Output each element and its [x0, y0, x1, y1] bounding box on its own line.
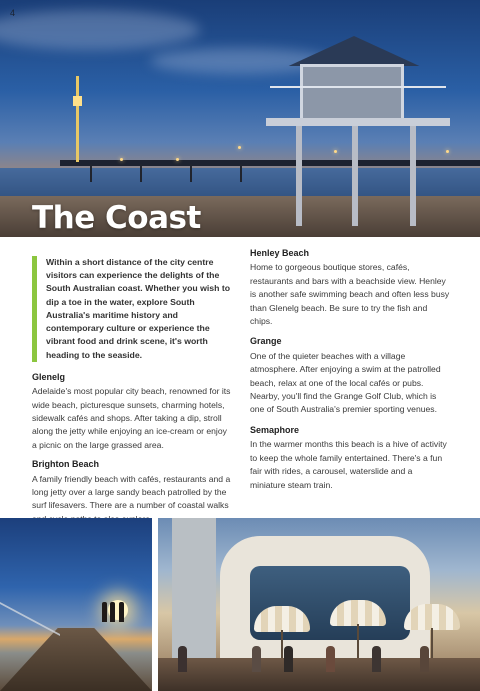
- intro-paragraph: Within a short distance of the city centre visitors can experience the delights of the South Australian coast. Whether you wish to dip a toe in the water, explore South Australia's maritime history and contemporary culture or experience the vibrant food and drink scene, it's worth heading to the seaside.: [32, 256, 232, 362]
- section-heading: Semaphore: [250, 424, 300, 435]
- section-brighton: [32, 458, 232, 526]
- section-body: Adelaide's most popular city beach, renowned for its wide beach, picturesque sunsets, charming hotels, sidewalk cafés and shops. After taking a dip, stroll along the jetty while enjoying an ice-cream or enjoy a picnic on the large grassed area.: [32, 386, 231, 450]
- right-column: [250, 247, 450, 499]
- section-heading: Grange: [250, 336, 282, 347]
- page-title: The Coast: [32, 200, 201, 236]
- section-body: A family friendly beach with cafés, restaurants and a long jetty over a large sandy beach patrolled by the surf lifesavers. There are a number of coastal walks: [32, 473, 231, 511]
- section-heading: Henley Beach: [250, 248, 310, 258]
- section-heading: Glenelg: [32, 371, 66, 382]
- section-body: Home to gorgeous boutique stores, cafés, restaurants and bars with a beachside view. Henley is another safe swimming beach and often less busy than Glenelg beach. Be sure to try the fish and chips.: [250, 262, 450, 327]
- left-column: [32, 247, 232, 532]
- section-heading: Brighton Beach: [32, 459, 100, 470]
- jetty-mast: [76, 76, 79, 162]
- crowd: [158, 658, 480, 691]
- lifeguard-tower: [300, 64, 404, 122]
- section-semaphore: [250, 424, 450, 492]
- jetty-sunset-photo: [0, 518, 152, 691]
- page-number: 4: [10, 8, 16, 18]
- umbrella: [404, 604, 460, 630]
- beachfront-cafe-photo: [158, 518, 480, 691]
- section-body: One of the quieter beaches with a village atmosphere. After enjoying a swim at the patrolled beach, relax at one of the local cafés or pubs. Nearby, you'll find the Grange Golf Club, which is one of South Australia's premier sporting venues.: [250, 350, 441, 415]
- section-glenelg: [32, 371, 232, 452]
- section-grange: [250, 335, 450, 416]
- jetty: [60, 160, 480, 166]
- section-body: In the warmer months this beach is a hive of activity to keep the whole family entertained. There's a fun fair with rides, a carousel, waterslide and a miniature steam train.: [250, 439, 447, 490]
- section-henley: [250, 247, 450, 328]
